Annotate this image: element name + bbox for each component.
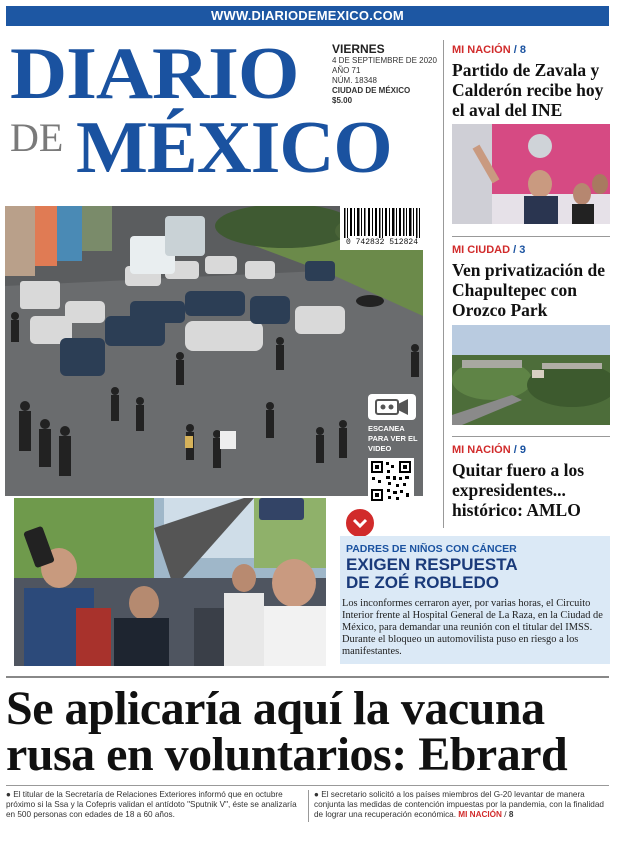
caption-kicker: PADRES DE NIÑOS CON CÁNCER [346,543,517,555]
left-text-body: El titular de la Secretaría de Relaciones Exteriores informó que en octubre próximo si la Ssa y la Cofepris validan el antídoto "Sputnik V", éste se analizaría en 500 personas con edades de 18 a 60 años. [6,790,297,819]
scan-instructions: ESCANEA PARA VER EL VIDEO [368,424,418,453]
caption-body: Los inconformes cerraron ayer, por varias horas, el Circuito Interior frente al Hospital General de La Raza, en la Ciudad de México, para demandar una reunión con el titular del IMSS. Durante el bloqueo un automovilista puso en riesgo a los manifestantes. [342,598,603,657]
issue-year: AÑO 71 [332,66,361,75]
sidebar-kicker-2: MI CIUDAD / 3 [452,244,526,256]
video-camera-icon [368,394,416,420]
caption-headline-line2: DE ZOÉ ROBLEDO [346,573,500,592]
sidebar-section-1: MI NACIÓN [452,44,511,56]
headline-rule [6,676,609,678]
main-headline[interactable]: Se aplicaría aquí la vacuna rusa en voluntarios: Ebrard [6,682,568,781]
ine-photo [452,124,610,224]
sidebar-section-2: MI CIUDAD [452,244,511,256]
sidebar-section-3: MI NACIÓN [452,444,511,456]
caption-headline[interactable] [346,556,518,592]
barcode-number: 0 742832 512824 [345,238,418,247]
sidebar-page-3: 9 [519,444,526,456]
issue-info [332,42,437,106]
issue-city: CIUDAD DE MÉXICO [332,86,411,95]
sidebar-page-2: 3 [519,244,526,256]
issue-price: $5.00 [332,96,353,105]
column-divider [443,40,444,528]
site-url-banner: WWW.DIARIODEMEXICO.COM [6,6,609,26]
masthead-diario: DIARIO [10,33,299,115]
main-left-text [6,790,304,820]
sidebar-kicker-1: MI NACIÓN / 8 [452,44,526,56]
sidebar-divider-2 [452,436,610,437]
right-page: 8 [508,810,514,819]
barcode [340,206,424,250]
bullet-icon: ● [6,790,11,799]
right-section[interactable]: MI NACIÓN [458,810,502,819]
chevron-down-icon[interactable] [344,507,376,539]
parents-protest-photo [14,498,326,666]
sidebar-page-1: 8 [519,44,526,56]
chapultepec-photo [452,325,610,425]
issue-date: 4 DE SEPTIEMBRE DE 2020 [332,56,437,65]
masthead-mexico: MÉXICO [76,107,392,189]
bullet-icon: ● [314,790,319,799]
sidebar-headline-3[interactable]: Quitar fuero a los expresidentes... histórico: AMLO [452,460,585,520]
footer-divider [308,790,309,822]
sidebar-headline-1[interactable]: Partido de Zavala y Calderón recibe hoy el aval del INE [452,60,604,120]
caption-headline-line1: EXIGEN RESPUESTA [346,555,518,574]
sidebar-headline-2[interactable]: Ven privatización de Chapultepec con Orozco Park [452,260,605,320]
sidebar-divider-1 [452,236,610,237]
masthead-de: DE [10,115,64,160]
sidebar-kicker-3: MI NACIÓN / 9 [452,444,526,456]
right-text-body: El secretario solicitó a los países miembros del G-20 levantar de manera conjunta las medidas de contención impuestas por la pandemia, con la finalidad de lograr una recuperación económica. [314,790,604,819]
issue-day: VIERNES [332,42,385,56]
qr-code[interactable] [368,458,414,504]
main-right-text: ● El secretario solicitó a los países miembros del G-20 levantar de manera conjunta las medidas de contención impuestas por la pandemia, con la finalidad de lograr una recuperación económica. MI NACIÓN / 8 [314,790,604,819]
issue-number: NÚM. 18348 [332,76,377,85]
footer-rule [6,785,609,786]
